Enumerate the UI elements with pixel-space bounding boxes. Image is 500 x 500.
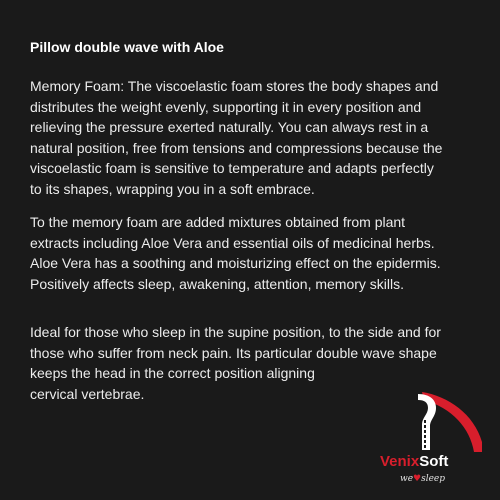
paragraph-line: keeps the head in the correct position aligning: [30, 365, 315, 381]
paragraph-line: Memory Foam: The viscoelastic foam stores the body shapes and: [30, 78, 439, 94]
paragraph-line: Aloe Vera has a soothing and moisturizing effect on the epidermis.: [30, 255, 441, 271]
brand-name-venix: Venix: [380, 453, 420, 470]
heart-icon: ♥: [413, 474, 422, 484]
paragraph-line: distributes the weight evenly, supporting it in every position and: [30, 98, 422, 115]
paragraph-line: natural position, free from tensions and compressions because the: [30, 139, 443, 156]
tagline-sleep: sleep: [421, 474, 446, 484]
brand-name-soft: Soft: [419, 453, 449, 470]
brand-tagline: [400, 474, 490, 484]
paragraph-line: viscoelastic foam is sensitive to temperature and adapts perfectly: [30, 160, 434, 176]
paragraph-line: To the memory foam are added mixtures obtained from plant: [30, 214, 406, 230]
paragraph-line: to its shapes, wrapping you in a soft embrace.: [30, 180, 315, 197]
paragraph-memory-foam: [30, 76, 485, 199]
brand-wordmark: [380, 453, 490, 475]
paragraph-line: relieving the pressure exerted naturally. You can always rest in a: [30, 119, 429, 135]
tagline-we: we: [400, 474, 414, 484]
logo-emblem-icon: [378, 390, 488, 460]
paragraph-aloe-vera: [30, 212, 485, 294]
paragraph-line: those who suffer from neck pain. Its particular double wave shape: [30, 344, 437, 361]
paragraph-line: extracts including Aloe Vera and essential oils of medicinal herbs.: [30, 234, 435, 251]
logo-figure-shape: [418, 394, 436, 450]
page-title: Pillow double wave with Aloe: [30, 39, 224, 55]
paragraph-line: cervical vertebrae.: [30, 385, 145, 402]
paragraph-line: Positively affects sleep, awakening, attention, memory skills.: [30, 275, 405, 292]
paragraph-line: Ideal for those who sleep in the supine position, to the side and for: [30, 324, 441, 340]
